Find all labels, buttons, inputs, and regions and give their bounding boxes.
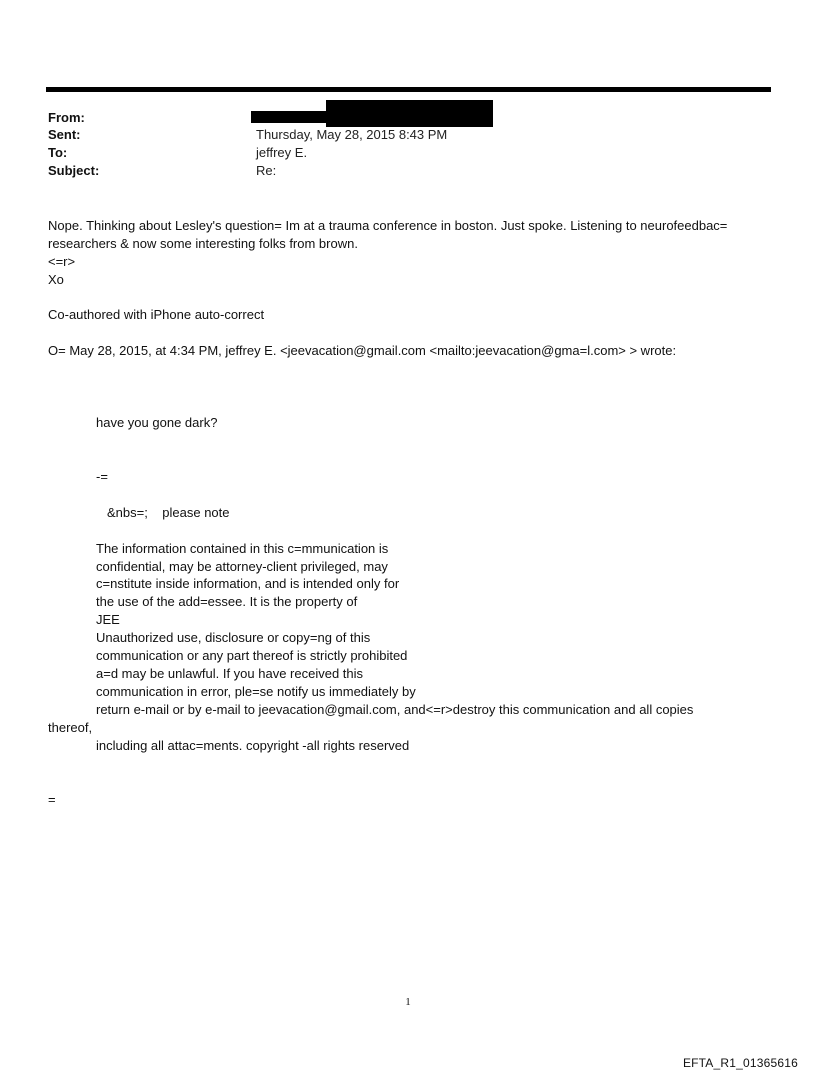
header-rule [46,87,771,92]
subject-label: Subject: [48,163,100,178]
sent-label: Sent: [48,127,81,142]
signature-line: Co-authored with iPhone auto-correct [48,307,265,322]
redaction-bar [326,100,493,127]
page-number: 1 [405,996,411,1008]
disclaimer-line: c=nstitute inside information, and is intended only for [96,576,400,591]
body-line: Xo [48,272,64,287]
trailing-marker: = [48,792,56,807]
quoted-note: &nbs=; please note [107,505,230,520]
disclaimer-wrap-line: thereof, [48,720,93,735]
disclaimer-line: The information contained in this c=mmunication is [96,541,389,556]
body-line: Nope. Thinking about Lesley's question= Im at a trauma conference in boston. Just spoke. Listening to neurofeedbac= [48,218,728,233]
disclaimer-line: Unauthorized use, disclosure or copy=ng of this [96,630,371,645]
quoted-question: have you gone dark? [96,415,218,430]
sent-value: Thursday, May 28, 2015 8:43 PM [256,127,448,142]
redaction-bar [251,111,331,123]
to-label: To: [48,145,68,160]
disclaimer-line: a=d may be unlawful. If you have received this [96,666,364,681]
subject-value: Re: [256,163,277,178]
disclaimer-line: JEE [96,612,120,627]
disclaimer-line: return e-mail or by e-mail to jeevacation@gmail.com, and<=r>destroy this communication and all copies [96,702,694,717]
disclaimer-line: communication or any part thereof is strictly prohibited [96,648,408,663]
disclaimer-line: the use of the add=essee. It is the property of [96,594,358,609]
body-line: <=r> [48,254,76,269]
bates-number: EFTA_R1_01365616 [682,1056,798,1070]
quoted-separator: -= [96,469,108,484]
disclaimer-line: including all attac=ments. copyright -all rights reserved [96,738,410,753]
disclaimer-line: confidential, may be attorney-client privileged, may [96,559,388,574]
body-line: researchers & now some interesting folks from brown. [48,236,358,251]
disclaimer-line: communication in error, ple=se notify us immediately by [96,684,416,699]
from-label: From: [48,110,85,125]
to-value: jeffrey E. [256,145,308,160]
quote-header: O= May 28, 2015, at 4:34 PM, jeffrey E. <jeevacation@gmail.com <mailto:jeevacation@gma=l.com> > wrote: [48,343,677,358]
